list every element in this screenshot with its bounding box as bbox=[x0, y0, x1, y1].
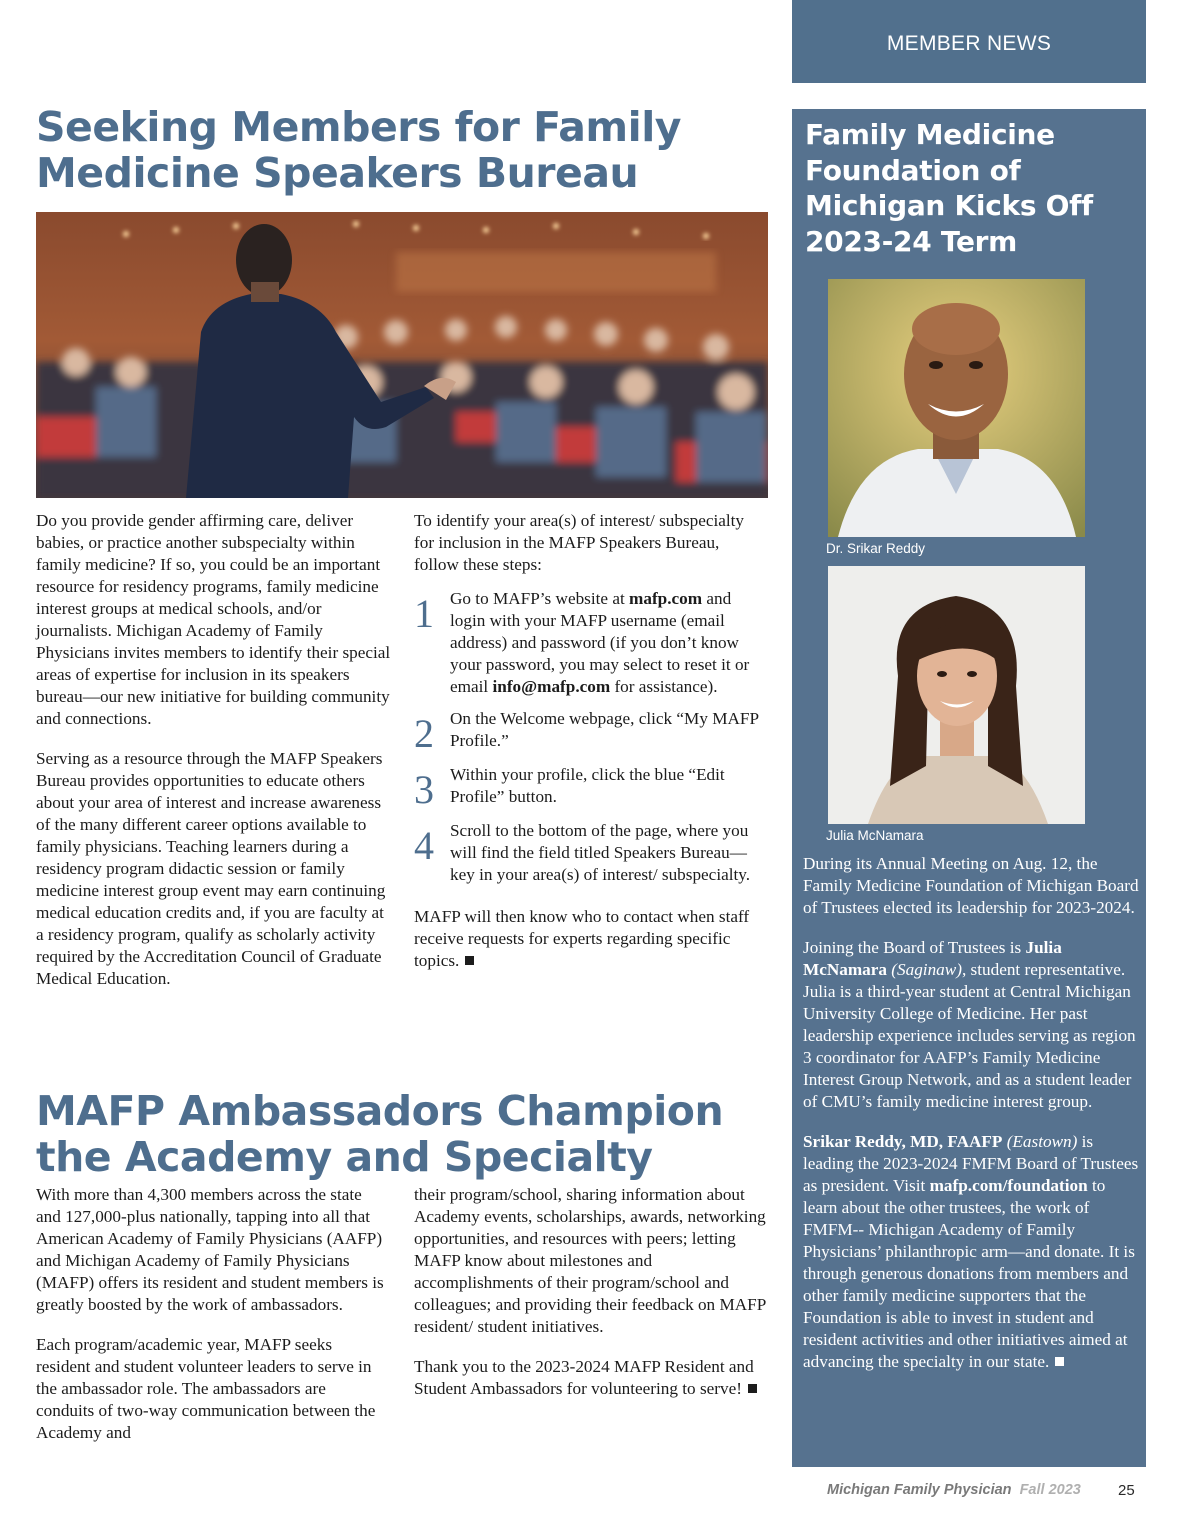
sidebar-paragraph: Joining the Board of Trustees is Julia McNamara (Saginaw), student representative. Julia is a third-year student at Central Michigan University College of Medicine. Her past leadership experience includes serving as region 3 coordinator for AAFP’s Family Medicine Interest Group Network, and as a student leader of CMU’s family medicine interest group. bbox=[803, 938, 1136, 1111]
step-number: 4 bbox=[414, 823, 434, 868]
issue-label: Fall 2023 bbox=[1019, 1482, 1081, 1498]
step-text: Go to MAFP’s website at mafp.com and login with your MAFP username (email address) and password (if you don’t know your password, you may select to reset it or email info@mafp.com for assistance). bbox=[450, 589, 750, 696]
audience-illustration bbox=[36, 212, 768, 498]
step-text: On the Welcome webpage, click “My MAFP Profile.” bbox=[450, 709, 759, 750]
sidebar-panel bbox=[792, 109, 1146, 1467]
step-text: Scroll to the bottom of the page, where you will find the field titled Speakers Bureau—key in your area(s) of interest/ subspecialty. bbox=[450, 821, 751, 884]
step-number: 2 bbox=[414, 711, 434, 756]
sidebar-body bbox=[803, 853, 1140, 1391]
end-mark-icon bbox=[748, 1384, 757, 1393]
publication-name: Michigan Family Physician bbox=[827, 1482, 1012, 1498]
end-mark-icon bbox=[465, 956, 474, 965]
article2-title bbox=[36, 1088, 723, 1180]
person-name: Srikar Reddy, MD, FAAFP bbox=[803, 1132, 1003, 1151]
page-number: 25 bbox=[1118, 1482, 1135, 1499]
person-location: (Eastown) bbox=[1006, 1132, 1078, 1151]
step-4 bbox=[414, 820, 768, 886]
article2-closing: Thank you to the 2023-2024 MAFP Resident and Student Ambassadors for volunteering to serve! bbox=[414, 1356, 768, 1400]
speaker-audience-photo bbox=[36, 212, 768, 498]
steps-intro: To identify your area(s) of interest/ subspecialty for inclusion in the MAFP Speakers Bureau, follow these steps: bbox=[414, 511, 745, 574]
article1-column2 bbox=[414, 510, 768, 990]
article1-title bbox=[36, 104, 681, 196]
article2-title-line2: the Academy and Specialty bbox=[36, 1133, 653, 1181]
article2-column2 bbox=[414, 1184, 768, 1418]
step-number: 3 bbox=[414, 767, 434, 812]
section-label: MEMBER NEWS bbox=[886, 32, 1052, 55]
photo-caption: Julia McNamara bbox=[826, 828, 924, 843]
article1-column1 bbox=[36, 510, 392, 1008]
sidebar-paragraph: Srikar Reddy, MD, FAAFP (Eastown) is leading the 2023-2024 FMFM Board of Trustees as president. Visit mafp.com/foundation to learn about the other trustees, the work of FMFM-- Michigan Academy of Family Physicians’ philanthropic arm—and donate. It is through generous donations from members and other family medicine supporters that the Foundation is able to invest in student and resident activities and other initiatives aimed at advancing the specialty in our state. bbox=[803, 1132, 1139, 1371]
article1-paragraph: Do you provide gender affirming care, deliver babies, or practice another subspecialty within family medicine? If so, you could be an important resource for residency programs, family medicine interest groups at medical schools, and/or journalists. Michigan Academy of Family Physicians invites members to identify their special areas of expertise for inclusion in its speakers bureau—our new initiative for building community and connections. bbox=[36, 511, 391, 728]
article1-title-line2: Medicine Speakers Bureau bbox=[36, 149, 639, 197]
article2-paragraph: their program/school, sharing information about Academy events, scholarships, awards, networking opportunities, and resources with peers; letting MAFP know about milestones and accomplishments of their program/school and colleagues; and providing their feedback on MAFP resident/ student initiatives. bbox=[414, 1185, 766, 1336]
article2-paragraph: With more than 4,300 members across the state and 127,000-plus nationally, tapping into all that American Academy of Family Physicians (AAFP) and Michigan Academy of Family Physicians (MAFP) offers its resident and student members is greatly boosted by the work of ambassadors. bbox=[36, 1185, 384, 1314]
article1-paragraph: Serving as a resource through the MAFP Speakers Bureau provides opportunities to educate others about your area of interest and increase awareness of the many different career options available to family physicians. Teaching learners during a residency program didactic session or family medicine interest group event may earn continuing medical education credits and, if you are faculty at a residency program, qualify as scholarly activity required by the Accreditation Council of Graduate Medical Education. bbox=[36, 749, 386, 988]
website-link[interactable]: mafp.com bbox=[629, 589, 703, 608]
email-link[interactable]: info@mafp.com bbox=[492, 677, 611, 696]
end-mark-icon bbox=[1055, 1357, 1064, 1366]
julia-mcnamara-photo bbox=[828, 566, 1085, 824]
person-name: Julia McNamara bbox=[803, 938, 1062, 979]
person-location: (Saginaw) bbox=[891, 960, 962, 979]
step-number: 1 bbox=[414, 591, 434, 636]
article2-title-line1: MAFP Ambassadors Champion bbox=[36, 1087, 724, 1135]
step-text: Within your profile, click the blue “Edit Profile” button. bbox=[450, 765, 725, 806]
step-1 bbox=[414, 588, 768, 698]
sidebar-title: Family Medicine Foundation of Michigan Kicks Off 2023-24 Term bbox=[805, 118, 1093, 258]
sidebar-paragraph: During its Annual Meeting on Aug. 12, the Family Medicine Foundation of Michigan Board of Trustees elected its leadership for 2023-2024. bbox=[803, 854, 1139, 917]
article2-column1 bbox=[36, 1184, 386, 1462]
srikar-reddy-photo bbox=[828, 279, 1085, 537]
article2-paragraph: Each program/academic year, MAFP seeks resident and student volunteer leaders to serve in the ambassador role. The ambassadors are conduits of two-way communication between the Academy and bbox=[36, 1335, 376, 1442]
step-3 bbox=[414, 764, 768, 810]
article1-title-line1: Seeking Members for Family bbox=[36, 103, 681, 151]
article1-closing: MAFP will then know who to contact when staff receive requests for experts regarding specific topics. bbox=[414, 907, 750, 970]
section-header bbox=[792, 0, 1146, 83]
step-2 bbox=[414, 708, 768, 754]
foundation-link[interactable]: mafp.com/foundation bbox=[929, 1176, 1088, 1195]
footer bbox=[827, 1482, 1081, 1498]
photo-caption: Dr. Srikar Reddy bbox=[826, 541, 926, 556]
